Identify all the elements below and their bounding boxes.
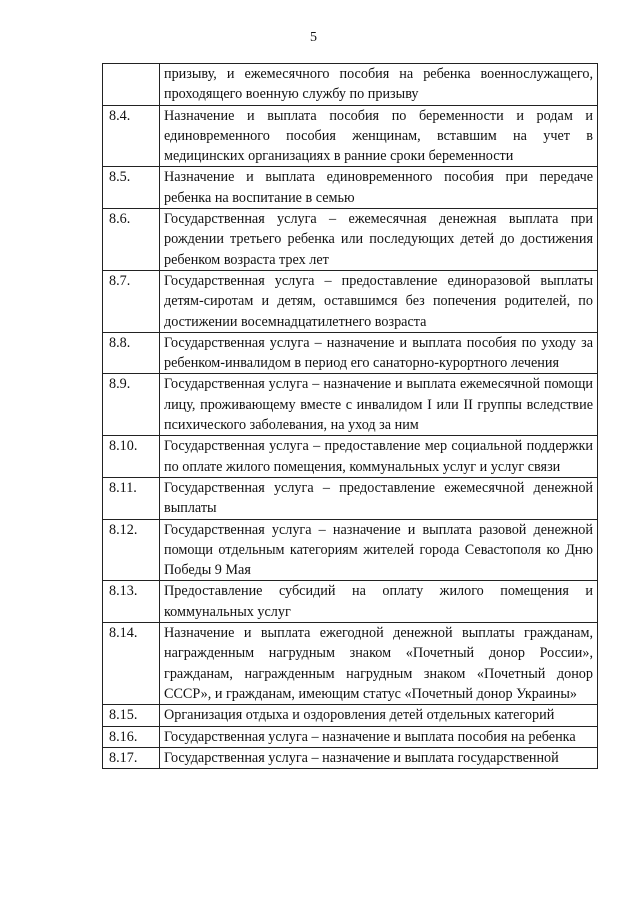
row-number: 8.9. [103,374,160,436]
row-number: 8.8. [103,332,160,374]
row-text: Государственная услуга – назначение и выплата разовой денежной помощи отдельным категориям жителей города Севастополя ко Дню Победы 9 Мая [160,519,598,581]
table-row [103,332,598,374]
row-number: 8.15. [103,705,160,726]
services-table [102,63,598,769]
table-row [103,705,598,726]
row-number: 8.5. [103,167,160,209]
table-row [103,623,598,705]
table-row [103,726,598,747]
row-text: Назначение и выплата ежегодной денежной выплаты гражданам, награжденным нагрудным знаком «Почетный донор России», гражданам, награжденным нагрудным знаком «Почетный донор СССР», и гражданам, имеющим статус «Почетный донор Украины» [160,623,598,705]
table-row [103,64,598,106]
row-text: Государственная услуга – назначение и выплата пособия по уходу за ребенком-инвалидом в период его санаторно-курортного лечения [160,332,598,374]
table-row [103,105,598,167]
table-row [103,270,598,332]
row-text: Государственная услуга – предоставление ежемесячной денежной выплаты [160,477,598,519]
row-number: 8.13. [103,581,160,623]
table-row [103,477,598,519]
row-number: 8.10. [103,436,160,478]
row-text: Государственная услуга – предоставление мер социальной поддержки по оплате жилого помещения, коммунальных услуг и услуг связи [160,436,598,478]
row-text: Государственная услуга – назначение и выплата государственной [160,747,598,768]
row-text: призыву, и ежемесячного пособия на ребенка военнослужащего, проходящего военную службу по призыву [160,64,598,106]
row-text: Предоставление субсидий на оплату жилого помещения и коммунальных услуг [160,581,598,623]
row-number: 8.17. [103,747,160,768]
table-row [103,436,598,478]
row-number: 8.16. [103,726,160,747]
row-text: Государственная услуга – ежемесячная денежная выплата при рождении третьего ребенка или последующих детей до достижения ребенком возраста трех лет [160,209,598,271]
row-number [103,64,160,106]
page-number: 5 [310,30,317,45]
row-number: 8.12. [103,519,160,581]
row-text: Государственная услуга – назначение и выплата пособия на ребенка [160,726,598,747]
table-row [103,747,598,768]
table-row [103,581,598,623]
row-number: 8.14. [103,623,160,705]
row-text: Организация отдыха и оздоровления детей отдельных категорий [160,705,598,726]
row-number: 8.6. [103,209,160,271]
table-row [103,209,598,271]
row-text: Назначение и выплата единовременного пособия при передаче ребенка на воспитание в семью [160,167,598,209]
table-row [103,519,598,581]
row-text: Государственная услуга – предоставление единоразовой выплаты детям-сиротам и детям, оставшимся без попечения родителей, по достижении восемнадцатилетнего возраста [160,270,598,332]
row-text: Назначение и выплата пособия по беременности и родам и единовременного пособия женщинам, вставшим на учет в медицинских организациях в ранние сроки беременности [160,105,598,167]
services-table-body [103,64,598,769]
table-row [103,374,598,436]
table-row [103,167,598,209]
row-number: 8.4. [103,105,160,167]
row-text: Государственная услуга – назначение и выплата ежемесячной помощи лицу, проживающему вместе с инвалидом I или II группы вследствие психического заболевания, на уход за ним [160,374,598,436]
row-number: 8.11. [103,477,160,519]
row-number: 8.7. [103,270,160,332]
